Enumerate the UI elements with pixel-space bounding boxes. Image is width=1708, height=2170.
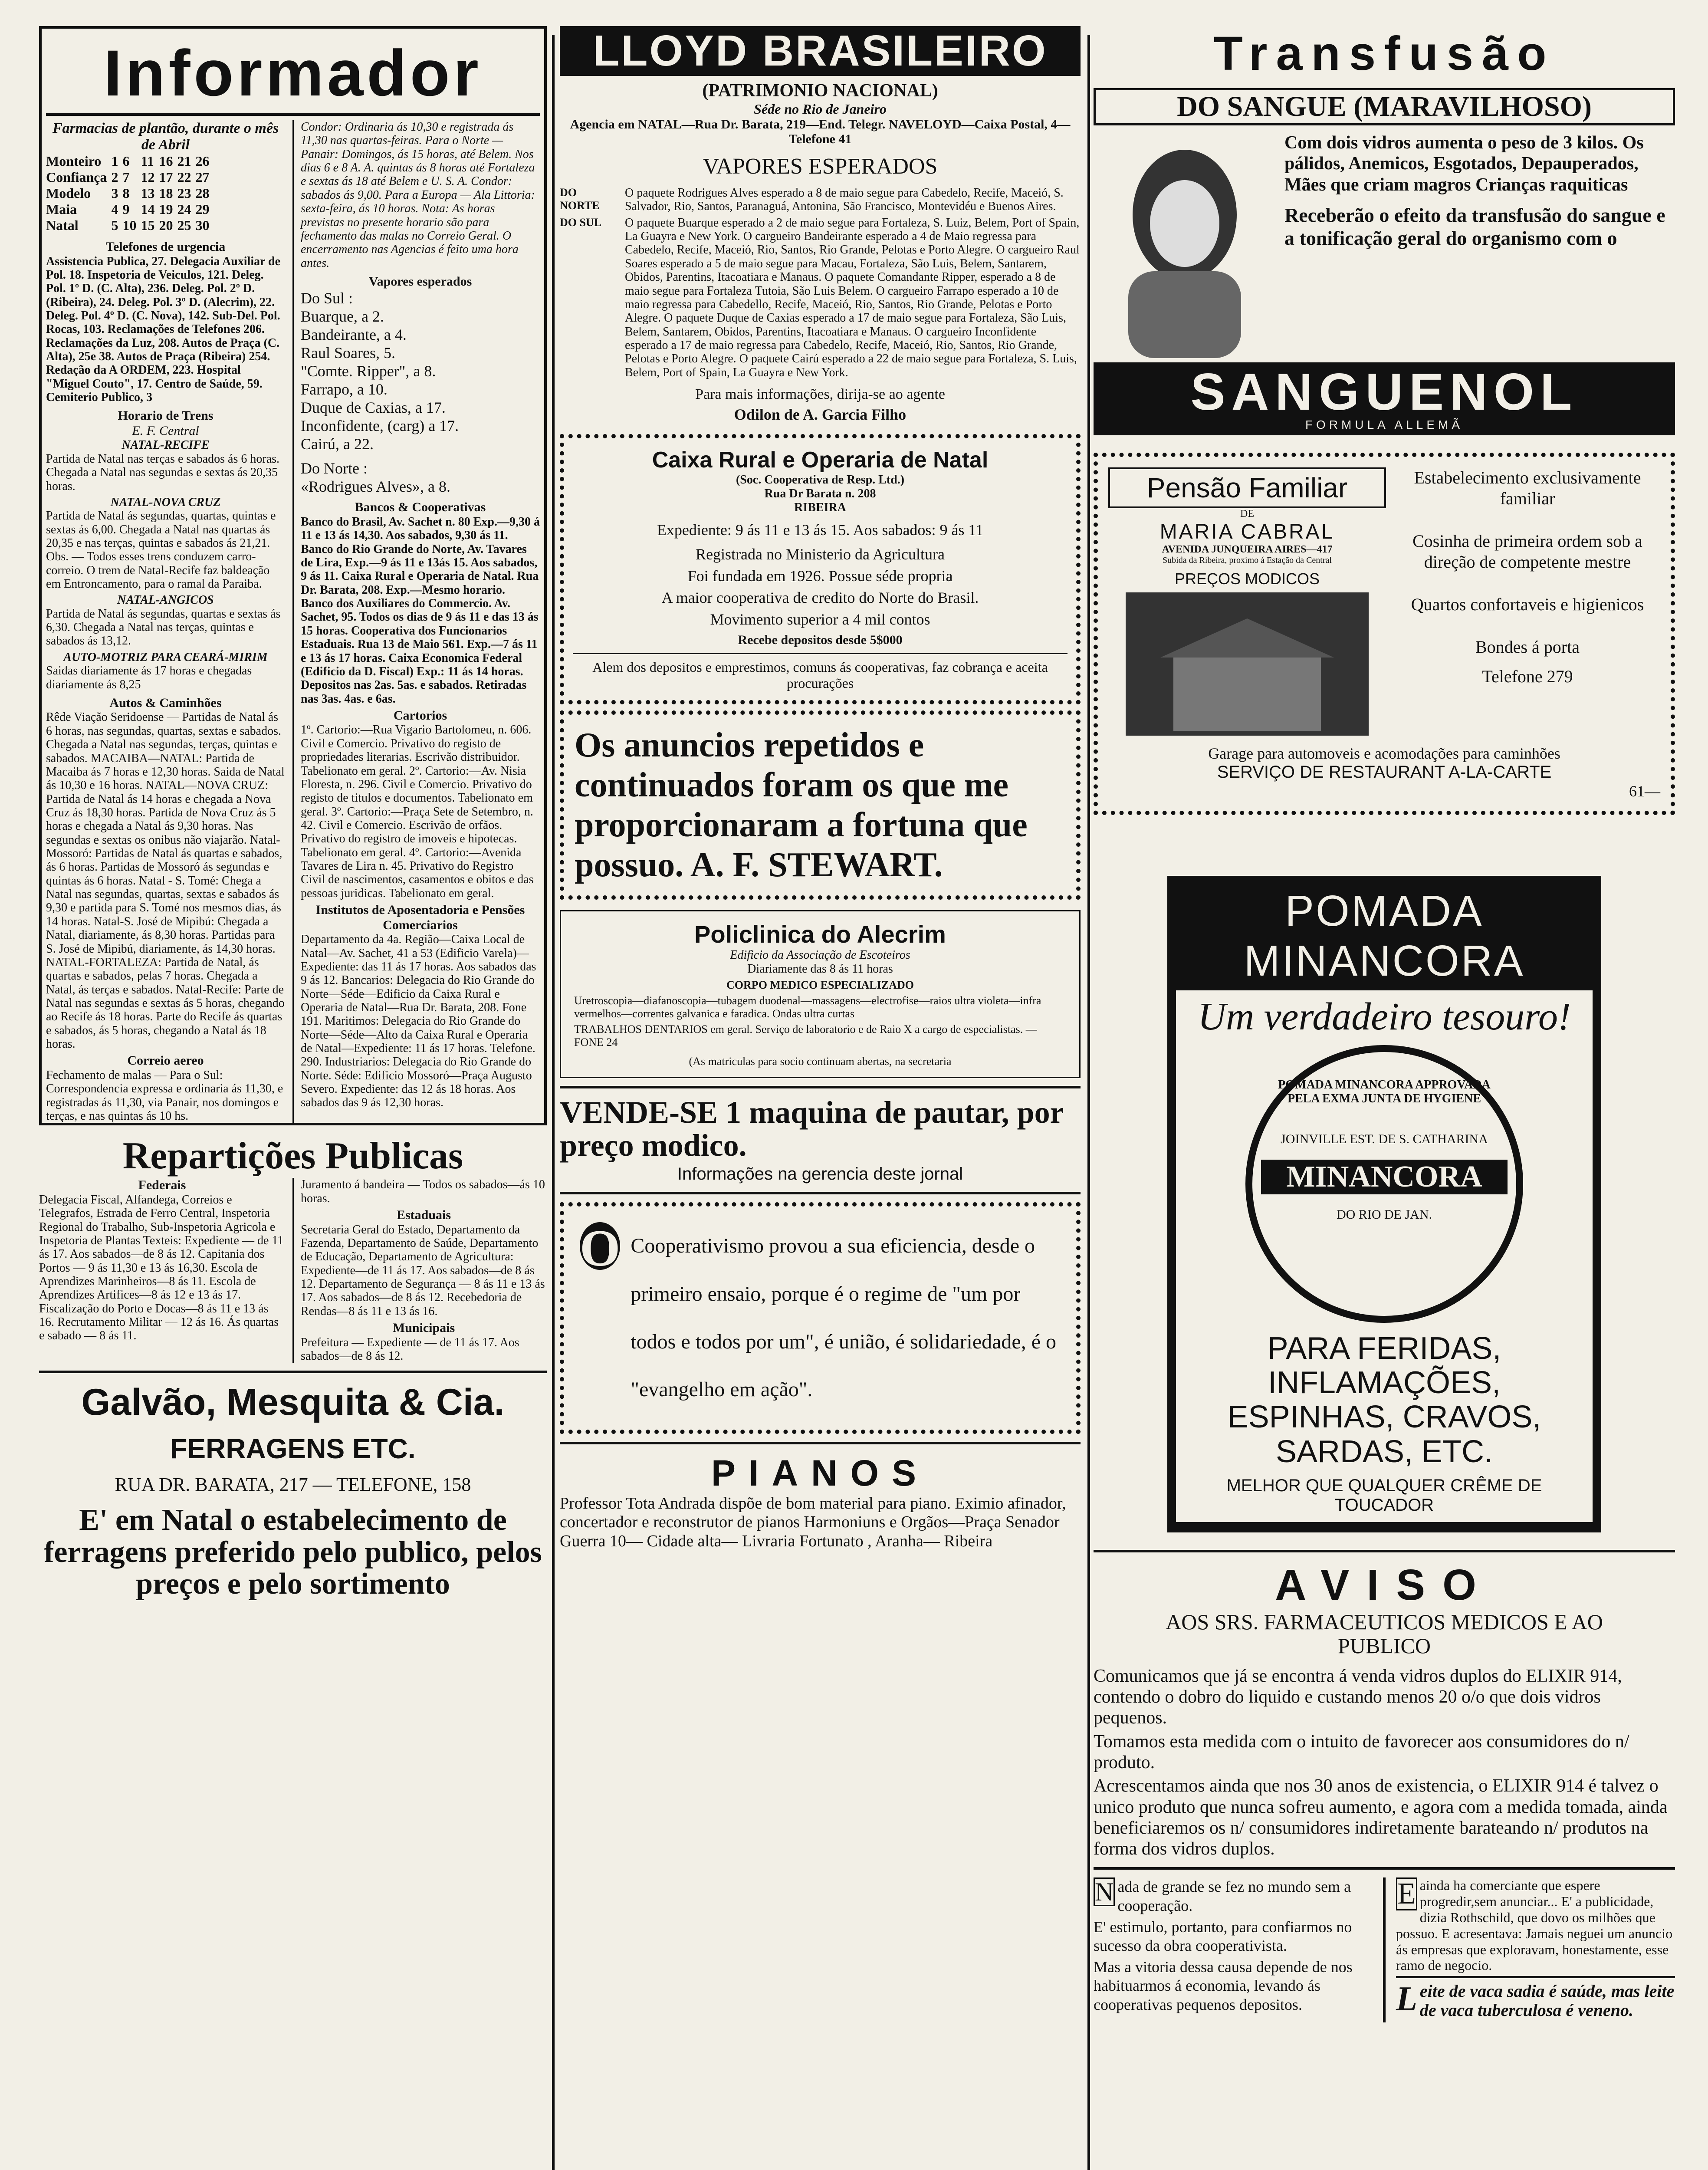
pensao-address: AVENIDA JUNQUEIRA AIRES—417 <box>1162 544 1333 555</box>
galvao-slogan: E' em Natal o estabelecimento de ferragens preferido pelo publico, pelos preços e pelo sortimento <box>44 1503 542 1601</box>
list-item: Buarque, a 2. <box>301 308 384 326</box>
bancos-text: Banco do Brasil, Av. Sachet n. 80 Exp.—9,30 á 11 e 13 ás 14,30. Aos sabados, 9,30 ás 11. Banco do Rio Grande do Norte, Av. Tavares de Lira, Exp.—9 ás 11 e 13ás 15. Aos sabados, 9 ás 11. Caixa Rural e Operaria de Natal. Rua Dr. Barata, 208. Exp.—Mesmo horario. Banco dos Auxiliares do Commercio. Av. Sachet, 95. Todos os dias de 9 ás 11 e das 13 ás 15 horas. Cooperativa dos Funcionarios Estaduais. Rua 13 de Maio 561. Exp.—7 ás 11 e 13 ás 17 horas. Caixa Economica Federal (Edificio da D. Fiscal) Exp.: 11 ás 14 horas. Depositos nas 2as. 5as. e sabados. Retiradas nas 3as. 4as. e 6as. <box>301 515 540 706</box>
pianos-title: PIANOS <box>711 1452 930 1493</box>
pensao-garage: Garage para automoveis e acomodações para caminhões <box>1208 745 1560 762</box>
reparticoes-title: Repartições Publicas <box>122 1135 463 1177</box>
trens-route-text: Partida de Natal nas terças e sabados ás 6 horas. Chegada a Natal nas segundas e sextas ás 20,35 horas. <box>46 452 280 493</box>
list-item: Bandeirante, a 4. <box>301 326 407 344</box>
transfusao-body: Com dois vidros aumenta o peso de 3 kilos. Os pálidos, Anemicos, Esgotados, Depauperados, Mães que criam magros Crianças raquiticas <box>1284 133 1644 195</box>
seal-text-top: POMADA MINANCORA APPROVADA PELA EXMA JUNTA DE HYGIENE <box>1278 1078 1491 1105</box>
lloyd-do-norte-label: DO NORTE <box>560 186 600 212</box>
aviso-body: Acrescentamos ainda que nos 30 anos de existencia, o ELIXIR 914 é talvez o unico produto que nunca sofreu aumento, e agora com a medida tomada, ainda beneficiaremos os n/ consumidores indiretamente barateando n/ produtos na forma dos vidros duplos. <box>1094 1776 1668 1859</box>
aviso-body: Comunicamos que já se encontra á venda vidros duplos do ELIXIR 914, contendo o dobro do liquido e custando menos 20 o/o que dois vidros pequenos. <box>1094 1666 1622 1728</box>
seal-text-mid: JOINVILLE EST. DE S. CATHARINA <box>1281 1132 1488 1146</box>
caixa-line: A maior cooperativa de credito do Norte do Brasil. <box>661 589 979 607</box>
policlinica-subtitle-2: Diariamente das 8 ás 11 horas <box>747 962 893 976</box>
municipais-heading: Municipais <box>392 1321 455 1335</box>
divider <box>1094 1550 1675 1552</box>
reparticoes-columns <box>39 1178 547 1363</box>
vapores-do-norte-label: Do Norte : <box>301 460 368 477</box>
pensao-de: DE <box>1240 508 1254 519</box>
lloyd-ad <box>560 26 1081 424</box>
correio-heading: Correio aereo <box>127 1053 204 1068</box>
table-row: Maia 4 9 14 19 24 29 <box>46 201 210 217</box>
pomada-slogan: Um verdadeiro tesouro! <box>1198 995 1571 1038</box>
pensao-num: 61— <box>1629 783 1660 800</box>
autos-text: Rêde Viação Seridoense — Partidas de Natal ás 6 horas, nas segundas, quartas, sextas e sabados. Chegada a Natal nas segundas, terças, quintas e sabados. MACAIBA—NATAL: Partida de Macaiba ás 7 horas e 12,30 horas. Saida de Natal ás 10,30 e 16 horas. NATAL—NOVA CRUZ: Partida de Natal ás 14 horas e chegada a Nova Cruz ás 18,30 horas. Partida de Nova Cruz ás 5 horas e chegada a Natal ás 9,30 horas. Nas segundas e sextas os onibus não viajarão. Natal-Mossoró: Partidas de Natal ás quartas e sabados, ás 6 horas. Partidas de Mossoró ás segundas e quintas ás 6 horas. Natal - S. Tomé: Chega a Natal nas segundas, quartas, sextas e sabados ás 9,30 e partida para S. Tomé nos mesmos dias, ás 14 horas. Natal-S. José de Mipibú: Chegada a Natal, diariamente, ás 8,30 horas. Partidas para S. José de Mipibú, diariamente, ás 14,30 horas. NATAL-FORTALEZA: Partida de Natal, ás quartas e sabados, pelas 7 horas. Chegada a Natal, ás terças e sabados. Natal-Recife: Parte de Natal nas segundas e sextas ás 5 horas, chegando ao Recife ás 18 horas. Parte do Recife ás quartas e sabados, ás 5 horas, chegando a Natal ás 18 horas. <box>46 710 285 1051</box>
trens-heading: Horario de Trens <box>118 408 214 423</box>
pensao-ad <box>1094 453 1675 815</box>
ainda-note <box>1396 1877 1675 2022</box>
lloyd-vapores-heading: VAPORES ESPERADOS <box>703 154 938 179</box>
list-item: "Comte. Ripper", a 8. <box>301 362 436 380</box>
policlinica-title: Policlinica do Alecrim <box>694 921 946 948</box>
list-item: Duque de Caxias, a 17. <box>301 399 446 417</box>
trens-route-heading: NATAL-NOVA CRUZ <box>110 495 221 509</box>
pensao-feature: Cosinha de primeira ordem sob a direção de competente mestre <box>1412 531 1642 572</box>
nada-body: Mas a vitoria dessa causa depende de nos habituarmos á economia, levando ás cooperativas pequenos depositos. <box>1094 1958 1353 2013</box>
pomada-seal <box>1245 1045 1523 1323</box>
column-center <box>560 26 1081 2170</box>
transfusao-texts <box>1284 132 1675 358</box>
pomada-footer: MELHOR QUE QUALQUER CRÊME DE TOUCADOR <box>1226 1476 1542 1515</box>
nada-note <box>1094 1877 1373 2022</box>
pensao-feature: Bondes á porta <box>1475 637 1580 657</box>
policlinica-corpo: CORPO MEDICO ESPECIALIZADO <box>726 979 914 992</box>
lloyd-do-sul-text: O paquete Buarque esperado a 2 de maio segue para Fortaleza, S. Luiz, Belem, Port of Spain, La Guayra e New York. O cargueiro Bandeirante esperado a 4 de Maio regressa para Cabedelo, Recife, Maceió, Rio, Santos, Rio Grande, Pelotas e Porto Alegre. O cargueiro Raul Soares esperado a 5 de maio segue para Macau, Fortaleza, São Luis, Belem, Santarem, Obidos, Parentins, Itacoatiara e Manaus. O paquete Comandante Ripper, esperado a 8 de maio segue para Fortaleza Tutoia, São Luis Belem. O cargueiro Farrapo esperado a 10 de maio regressa para Cabedello, Recife, Maceió, Rio, Santos, Rio Grande, Pelotas e Porto Alegre. O paquete Duque de Caxias esperado a 17 de maio segue para Fortaleza, São Luis, Belem, Santarem, Obidos, Parentins, Itacoatiara e Manaus. O cargueiro Inconfidente esperado a 17 de maio regressa para Cabedelo, Recife, Maceió, Rio, Santos, Rio Grande, Pelotas e Porto Alegre. O paquete Cairú esperado a 22 de maio segue para Fortaleza, S. Luis, Belem, Port of Spain, La Guayra e New York. <box>625 216 1080 379</box>
farmacias-table <box>46 153 214 233</box>
bancos-heading: Bancos & Cooperativas <box>355 500 486 515</box>
lloyd-do-norte <box>560 186 1081 216</box>
ainda-initial: E <box>1396 1877 1417 1910</box>
column-left <box>39 26 547 2170</box>
pomada-ad <box>1167 876 1601 1532</box>
pomada-uses: PARA FERIDAS, INFLAMAÇÕES, ESPINHAS, CRAVOS, SARDAS, ETC. <box>1227 1331 1541 1469</box>
juramento-text: Juramento á bandeira — Todos os sabados—ás 10 horas. <box>301 1178 545 1205</box>
lloyd-title: LLOYD BRASILEIRO <box>560 26 1081 76</box>
policlinica-body: Uretroscopia—diafanoscopia—tubagem duodenal—massagens—electrofise—raios ultra violeta—infra vermelhos—correntes galvanica e faradica. Ondas ultra curtas <box>574 994 1041 1020</box>
informador-title: Informador <box>104 36 482 109</box>
divider <box>560 1086 1081 1088</box>
aviso-body: Tomamos esta medida com o intuito de favorecer aos consumidores do n/ produto. <box>1094 1731 1629 1772</box>
caixa-line: Registrada no Ministerio da Agricultura <box>696 546 945 563</box>
trens-subheading: E. F. Central <box>132 423 199 438</box>
divider <box>573 653 1068 654</box>
municipais-text: Prefeitura — Expediente — de 11 ás 17. Aos sabados—de 8 ás 12. <box>301 1335 519 1363</box>
policlinica-subtitle: Edificio da Associação de Escoteiros <box>730 948 910 962</box>
farmacias-heading: Farmacias de plantão, durante o mês de Abril <box>52 120 279 153</box>
divider <box>1383 1877 1386 2022</box>
cooperativismo-text: Cooperativismo provou a sua eficiencia, desde o primeiro ensaio, porque é o regime de "um por todos e todos por um", é união, é solidariedade, é o "evangelho em ação". <box>631 1234 1057 1401</box>
woman-illustration <box>1094 132 1276 358</box>
vende-title: VENDE-SE 1 maquina de pautar, por preço modico. <box>560 1095 1064 1163</box>
trens-route-text: Saidas diariamente ás 17 horas e chegadas diariamente ás 8,25 <box>46 664 252 691</box>
policlinica-footer: (As matriculas para socio continuam abertas, na secretaria <box>689 1055 952 1068</box>
divider <box>560 1192 1081 1194</box>
transfusao-ad <box>1094 26 1675 435</box>
galvao-address: RUA DR. BARATA, 217 — TELEFONE, 158 <box>115 1474 471 1496</box>
cartorios-heading: Cartorios <box>393 708 447 723</box>
bottom-notes <box>1094 1877 1675 2022</box>
vende-subtitle: Informações na gerencia deste jornal <box>677 1164 963 1184</box>
column-rule <box>552 35 555 2170</box>
caixa-subtitle: (Soc. Cooperativa de Resp. Ltd.) <box>736 473 905 487</box>
transfusao-title: Transfusão <box>1213 27 1555 80</box>
table-row: Modelo 3 8 13 18 23 28 <box>46 185 210 201</box>
sanguenol-subtitle: FORMULA ALLEMÃ <box>1305 418 1464 431</box>
policlinica-ad <box>560 910 1081 1078</box>
telefones-list: Assistencia Publica, 27. Delegacia Auxiliar de Pol. 18. Inspetoria de Veiculos, 121. Deleg. Pol. 1º D. (C. Alta), 236. Deleg. Pol. 2º D. (Ribeira), 24. Deleg. Pol. 3º D. (Alecrim), 22. Deleg. Pol. 4º D. (C. Nova), 142. Sub-Del. Pol. Rocas, 103. Reclamações de Telefones 206. Reclamações da Luz, 208. Autos de Praça (C. Alta), 25e 38. Autos de Praça (Ribeira) 254. Redação da A ORDEM, 223. Hospital "Miguel Couto", 17. Centro de Saúde, 59. Cemiterio Publico, 3 <box>46 254 281 404</box>
leite-text: Leite de vaca sadia é saúde, mas leite de vaca tuberculosa é veneno. <box>1396 1976 1675 2020</box>
institutos-heading: Institutos de Aposentadoria e Pensões Comerciarios <box>315 903 525 932</box>
aviso-ad <box>1094 1560 1675 1860</box>
nada-initial: N <box>1094 1877 1115 1906</box>
column-right <box>1094 26 1675 2170</box>
divider <box>46 113 540 116</box>
caixa-ad <box>560 434 1081 704</box>
transfusao-recebe: Receberão o efeito da transfusão do sangue e a tonificação geral do organismo com o <box>1284 204 1665 249</box>
trens-route-heading: NATAL-RECIFE <box>122 438 210 452</box>
pensao-feature: Telefone 279 <box>1482 667 1573 686</box>
house-illustration <box>1126 592 1369 736</box>
trens-route-heading: AUTO-MOTRIZ PARA CEARÁ-MIRIM <box>63 650 268 664</box>
informador-box <box>39 26 547 1125</box>
lloyd-agente: Odilon de A. Garcia Filho <box>734 406 907 424</box>
caixa-bairro: RIBEIRA <box>794 501 846 515</box>
lloyd-do-sul-label: DO SUL <box>560 216 602 229</box>
policlinica-trab: TRABALHOS DENTARIOS em geral. Serviço de laboratorio e de Raio X a cargo de especialistas. —FONE 24 <box>574 1023 1037 1049</box>
pianos-ad <box>560 1452 1081 1551</box>
autos-heading: Autos & Caminhões <box>109 695 222 710</box>
column-rule <box>1087 35 1090 2170</box>
federais-heading: Federais <box>138 1178 186 1193</box>
table-row: Natal 5 10 15 20 25 30 <box>46 217 210 233</box>
lloyd-subtitle: (PATRIMONIO NACIONAL) <box>702 81 938 101</box>
anuncios-text: Os anuncios repetidos e continuados foram os que me proporcionaram a fortuna que possuo. A. F. STEWART. <box>575 726 1028 884</box>
seal-text-bottom: DO RIO DE JAN. <box>1337 1207 1432 1222</box>
list-item: Farrapo, a 10. <box>301 381 388 398</box>
aviso-title: AVISO <box>1275 1560 1494 1609</box>
list-item: Raul Soares, 5. <box>301 344 395 362</box>
pianos-text: Professor Tota Andrada dispõe de bom material para piano. Eximio afinador, concertador e reconstrutor de pianos Harmoniuns e Orgãos—Praça Senador Guerra 10— Cidade alta— Livraria Fortunato , Aranha— Ribeira <box>560 1494 1066 1551</box>
trens-route-heading: NATAL-ANGICOS <box>117 593 214 607</box>
caixa-title: Caixa Rural e Operaria de Natal <box>652 447 989 473</box>
trens-route-text: Partida de Natal ás segundas, quartas, quintas e sextas ás 6,00. Chegada a Natal nas quartas ás 20,35 e nas terças, quintas e sabados ás 21,21. Obs. — Todos esses trens conduzem carro-correio. O trem de Natal-Recife faz baldeação em Entroncamento, para o ramal da Paraiba. <box>46 509 276 591</box>
divider <box>560 1442 1081 1444</box>
pomada-title: POMADA MINANCORA <box>1244 887 1525 985</box>
caixa-address: Rua Dr Barata n. 208 <box>764 487 876 501</box>
pomada-panel <box>1176 990 1593 1522</box>
cooperativismo-box <box>560 1202 1081 1434</box>
pensao-owner: MARIA CABRAL <box>1159 520 1335 543</box>
pensao-servico: SERVIÇO DE RESTAURANT A-LA-CARTE <box>1217 763 1552 782</box>
lloyd-do-sul <box>560 216 1081 382</box>
institutos-text: Departamento da 4a. Região—Caixa Local de Natal—Av. Sachet, 41 a 53 (Edificio Varela)—Expediente: das 11 ás 17 horas. Aos sabados das 9 ás 12. Bancarios: Delegacia do Rio Grande do Norte—Séde—Edificio da Caixa Rural e Operaria de Natal—Rua Dr. Barata, 208. Fone 191. Maritimos: Delegacia do Rio Grande do Norte—Séde—Alto da Caixa Rural e Operaria de Natal—Expediente: 11 ás 17 horas. Telefone. 290. Industriarios: Delegacia do Rio Grande do Norte. Séde: Edificio Mossoró—Praça Augusto Severo. Expediente: das 12 ás 18 horas. Aos sabados das 9 ás 12,30 horas. <box>301 933 536 1110</box>
caixa-depositos: Recebe depositos desde 5$000 <box>738 633 903 648</box>
sanguenol-banner <box>1094 362 1675 435</box>
ainda-text: E ainda ha comerciante que espere progredir,sem anunciar... E' a publicidade, dizia Rothschild, que dovo os milhões que possuo. E acresentava: Jamais neguei um anuncio ás empresas que exploravam, honestamente, esse ramo de negocio. <box>1396 1877 1673 1973</box>
galvao-title: Galvão, Mesquita & Cia. <box>81 1381 505 1424</box>
nada-text: N ada de grande se fez no mundo sem a cooperação. <box>1094 1877 1373 1915</box>
pensao-title: Pensão Familiar <box>1108 467 1386 508</box>
federais-text: Delegacia Fiscal, Alfandega, Correios e Telegrafos, Estrada de Ferro Central, Inspetoria Regional do Trabalho, Sub-Inspetoria Agricola e Inspetoria de Plantas Texteis: Expediente — de 11 ás 17. Aos sabados—de 8 ás 12. Capitania dos Portos — 9 ás 11,30 e 13 ás 16,30. Escola de Aprendizes Marinheiros—8 ás 11. Escola de Aprendizes Artifices—8 ás 12 e 13 ás 17. Fiscalização do Porto e Docas—8 ás 11 e 13 ás 16. Recrutamento Militar — 12 ás 16. Ás quartas e sabado — 8 ás 11. <box>39 1193 284 1343</box>
caixa-footer: Alem dos depositos e emprestimos, comuns ás cooperativas, faz cobrança e aceita procurações <box>592 659 1048 691</box>
estaduais-text: Secretaria Geral do Estado, Departamento da Fazenda, Departamento de Saúde, Departamento de Educação, Departamento de Agricultura: Expediente—de 11 ás 17. Aos sabados—de 8 ás 12. Departamento de Segurança — 8 ás 11 e 13 ás 17. Aos sabados—de 8 ás 12. Recebedoria de Rendas—8 ás 11 e 13 ás 16. <box>301 1223 545 1318</box>
telefones-heading: Telefones de urgencia <box>105 240 226 254</box>
correio-text-2: Condor: Ordinaria ás 10,30 e registrada ás 11,30 nas quartas-feiras. Para o Norte — Panair: Domingos, ás 15 horas, até Belem. Nos dias 6 e 8 A. A. quintas ás 8 horas até Fortaleza e sextas ás 18 até Belem e U. S. A. Condor: sabados ás 9,00. Para a Europa — Ala Littoria: sexta-feira, ás 10 horas. Nota: As horas previstas no presente horario são para fechamento das malas no Correio Geral. O encerramento nas Agencias é feito uma hora antes. <box>301 120 535 270</box>
transfusao-subtitle: DO SANGUE (MARAVILHOSO) <box>1094 88 1675 125</box>
vapores-do-sul-label: Do Sul : <box>301 289 353 307</box>
pensao-content <box>1108 467 1660 736</box>
cooperativismo-initial: O <box>580 1219 621 1277</box>
aviso-subtitle: AOS SRS. FARMACEUTICOS MEDICOS E AO PUBLICO <box>1166 1609 1603 1658</box>
list-item: «Rodrigues Alves», a 8. <box>301 478 450 496</box>
pensao-precos: PREÇOS MODICOS <box>1174 570 1320 588</box>
lloyd-info: Para mais informações, dirija-se ao agente <box>695 386 945 403</box>
table-row: Monteiro 1 6 11 16 21 26 <box>46 153 210 169</box>
informador-columns <box>46 120 540 1123</box>
lloyd-do-norte-text: O paquete Rodrigues Alves esperado a 8 de maio segue para Cabedelo, Recife, Maceió, S. Salvador, Rio, Santos, Paranaguá, Antonina, São Francisco, Montevidéu e Buenos Aires. <box>625 186 1064 214</box>
trens-route-text: Partida de Natal ás segundas, quartas e sextas ás 6,30. Chegada a Natal nas terças, quintas e sabados ás 13,12. <box>46 607 281 648</box>
transfusao-content <box>1094 132 1675 358</box>
sanguenol-brand: SANGUENOL <box>1190 363 1578 421</box>
divider <box>39 1371 547 1373</box>
vapores-list <box>301 289 540 496</box>
seal-brand: MINANCORA <box>1261 1160 1508 1194</box>
nada-body: E' estimulo, portanto, para confiarmos no sucesso da obra cooperativista. <box>1094 1918 1352 1954</box>
divider <box>1094 1867 1675 1870</box>
vende-ad <box>560 1096 1081 1184</box>
anuncios-box <box>560 710 1081 900</box>
caixa-expediente: Expediente: 9 ás 11 e 13 ás 15. Aos sabados: 9 ás 11 <box>657 521 984 539</box>
caixa-line: Foi fundada em 1926. Possue séde propria <box>687 567 953 585</box>
caixa-line: Movimento superior a 4 mil contos <box>710 611 930 628</box>
pensao-feature: Estabelecimento exclusivamente familiar <box>1414 468 1641 508</box>
table-row: Confiança 2 7 12 17 22 27 <box>46 169 210 185</box>
galvao-subtitle: FERRAGENS ETC. <box>170 1433 416 1465</box>
pensao-right <box>1395 467 1660 736</box>
lloyd-agencia: Agencia em NATAL—Rua Dr. Barata, 219—End. Telegr. NAVELOYD—Caixa Postal, 4—Telefone 41 <box>570 117 1071 146</box>
leite-initial: L <box>1396 1980 1417 2019</box>
pensao-feature: Quartos confortaveis e higienicos <box>1411 595 1644 614</box>
lloyd-sede: Séde no Rio de Janeiro <box>754 101 887 117</box>
correio-text: Fechamento de malas — Para o Sul: Correspondencia expressa e ordinaria ás 11,30, e registradas ás 11,30, via Panair, nos domingos e terças, e nas quintas ás 10 hs. <box>46 1068 283 1123</box>
pensao-left <box>1108 467 1386 736</box>
estaduais-heading: Estaduais <box>396 1208 451 1223</box>
reparticoes-section <box>39 1134 547 1363</box>
list-item: Cairú, a 22. <box>301 435 374 453</box>
galvao-ad <box>39 1381 547 1600</box>
cartorios-text: 1º. Cartorio:—Rua Vigario Bartolomeu, n. 606. Civil e Comercio. Privativo do registo de propriedades literarias. Escrivão distribuidor. Tabelionato em geral. 2º. Cartorio:—Av. Nisia Floresta, n. 296. Civil e Comercio. Privativo do registo de titulos e documentos. Tabelionato em geral. 3º. Cartorio:—Praça Sete de Setembro, n. 42. Civil e Comercio. Escrivão de orfãos. Privativo do registro de imoveis e hipotecas. Tabelionato em geral. 4º. Cartorio:—Avenida Tavares de Lira n. 45. Privativo do Registro Civil de nascimentos, casamentos e obitos e das pessoas juridicas. Tabelionato em geral. <box>301 723 534 900</box>
list-item: Inconfidente, (carg) a 17. <box>301 417 459 435</box>
pensao-address-2: Subida da Ribeira, proximo á Estação da Central <box>1163 556 1332 565</box>
vapores-heading: Vapores esperados <box>368 274 472 289</box>
